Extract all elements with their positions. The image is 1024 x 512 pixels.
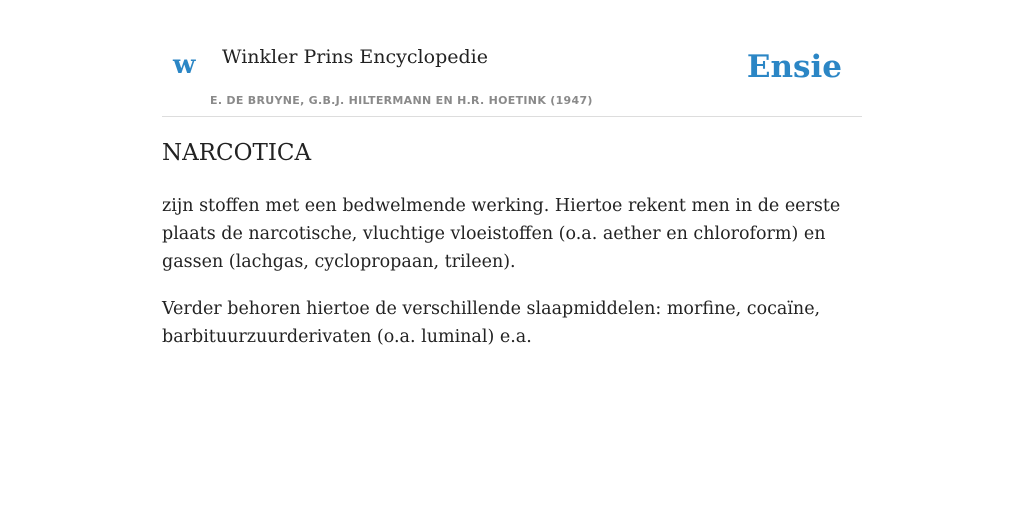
book-authors: E. DE BRUYNE, G.B.J. HILTERMANN EN H.R. HOETINK (1947)	[210, 94, 593, 107]
ensie-logo-link[interactable]: Ensie	[746, 49, 842, 85]
entry-paragraph: zijn stoffen met een bedwelmende werking. Hiertoe rekent men in de eerste plaats de narcotische, vluchtige vloeistoffen (o.a. aether en chloroform) en gassen (lachgas, cyclopropaan, trileen).	[162, 196, 841, 272]
entry-paragraph: Verder behoren hiertoe de verschillende slaapmiddelen: morfine, cocaïne, barbituurzuurderivaten (o.a. luminal) e.a.	[162, 299, 821, 347]
entry-title: NARCOTICA	[162, 140, 312, 166]
header	[162, 0, 862, 117]
entry-body	[162, 192, 862, 370]
book-title[interactable]: Winkler Prins Encyclopedie	[222, 46, 488, 68]
winkler-prins-logo[interactable]: w	[173, 50, 196, 80]
